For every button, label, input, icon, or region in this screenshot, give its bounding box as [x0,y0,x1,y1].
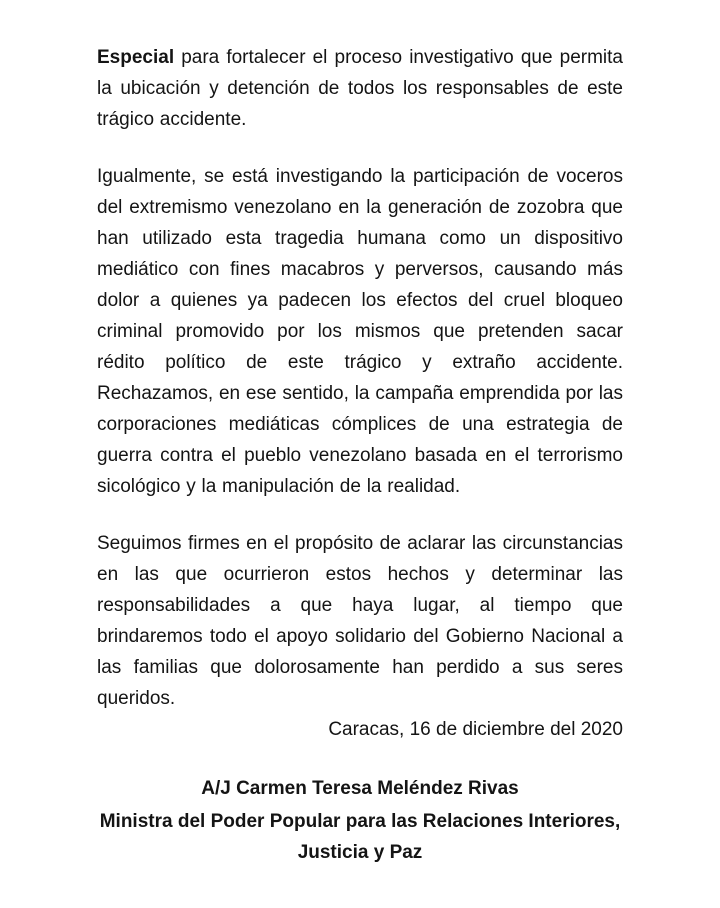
paragraph-2: Igualmente, se está investigando la participación de voceros del extremismo venezolano en la generación de zozobra que han utilizado esta tragedia humana como un dispositivo mediático con fines macabros y perversos, causando más dolor a quienes ya padecen los efectos del cruel bloqueo criminal promovido por los mismos que pretenden sacar rédito político de este trágico y extraño accidente. Rechazamos, en ese sentido, la campaña emprendida por las corporaciones mediáticas cómplices de una estrategia de guerra contra el pueblo venezolano basada en el terrorismo sicológico y la manipulación de la realidad. [97,166,623,497]
signature-title-line-2: Justicia y Paz [297,842,423,863]
dateline: Caracas, 16 de diciembre del 2020 [328,719,623,740]
signature-name: A/J Carmen Teresa Meléndez Rivas [201,778,519,799]
signature-title-line-1: Ministra del Poder Popular para las Relaciones Interiores, [99,811,621,832]
paragraph-3: Seguimos firmes en el propósito de aclarar las circunstancias en las que ocurrieron estos hechos y determinar las responsabilidades a que haya lugar, al tiempo que brindaremos todo el apoyo solidario del Gobierno Nacional a las familias que dolorosamente han perdido a sus seres queridos. [97,533,623,709]
paragraph-1 [97,42,623,135]
paragraph-1-bold-lead: Especial [97,47,175,68]
signature-block [97,773,623,868]
document-body [97,42,623,868]
paragraph-1-text: para fortalecer el proceso investigativo que permita la ubicación y detención de todos los responsables de este trágico accidente. [97,47,623,130]
